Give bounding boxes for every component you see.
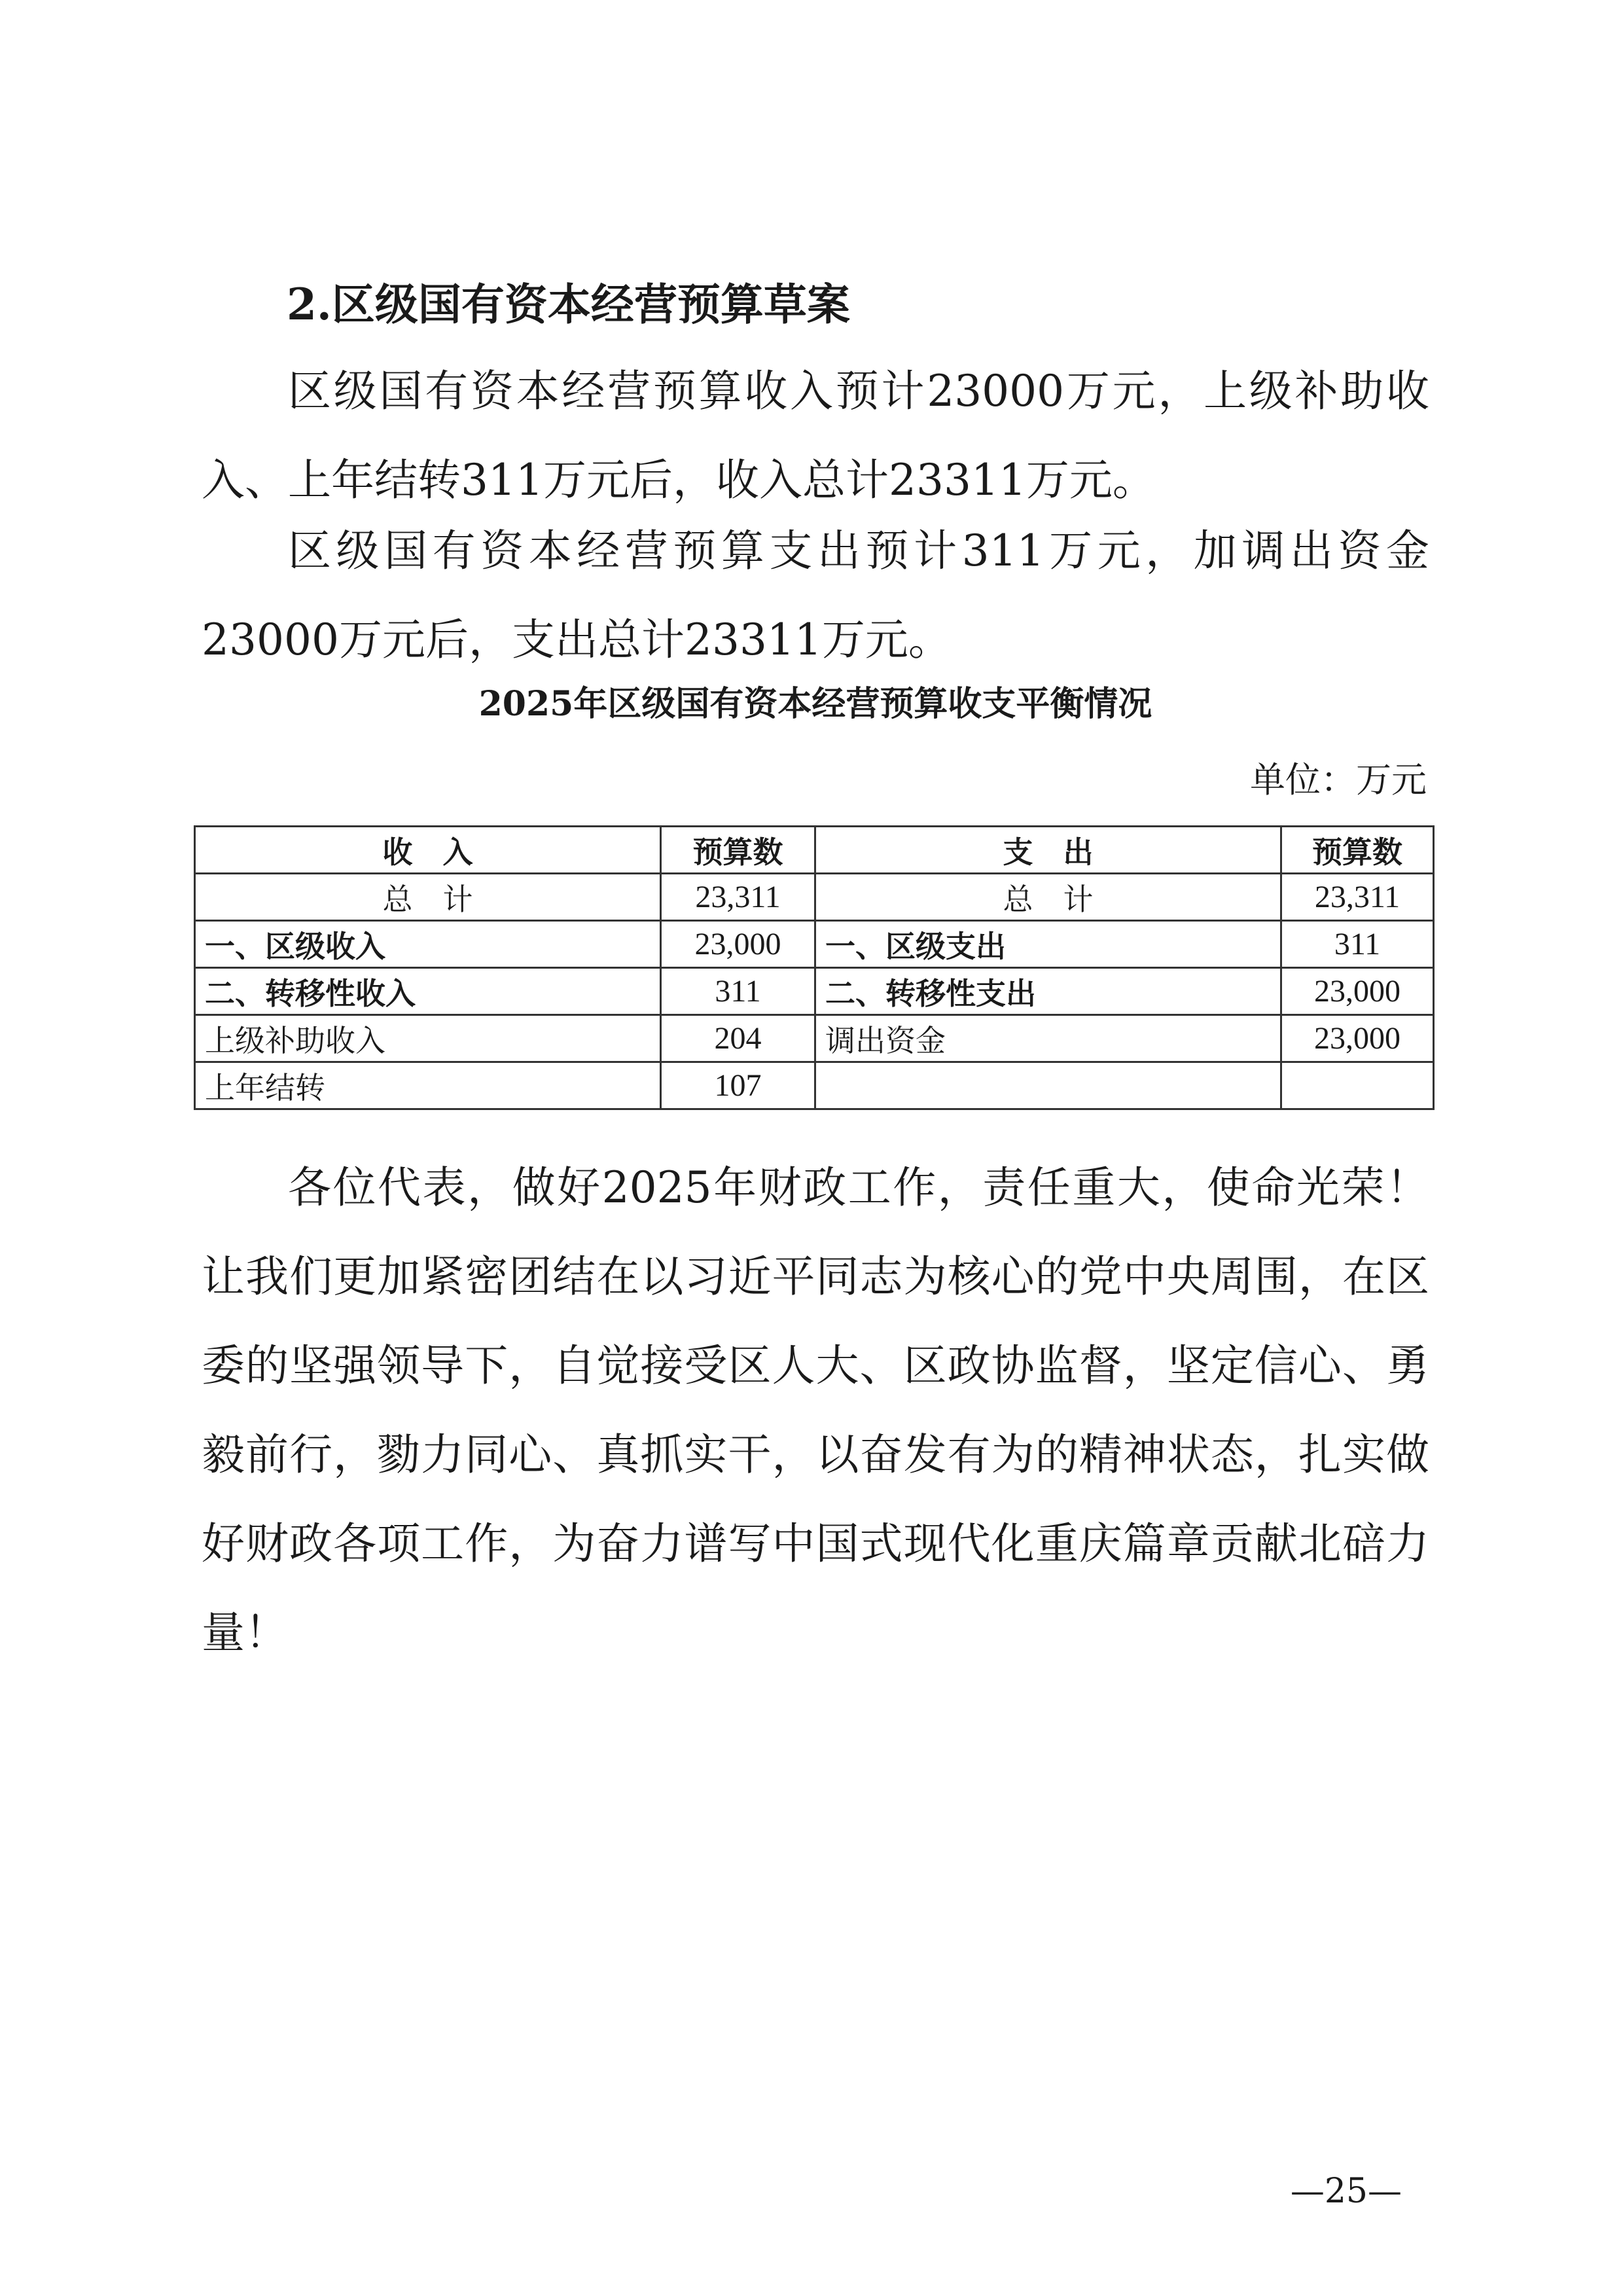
- expense-amount-cell: 23,000: [1281, 968, 1434, 1015]
- table-row: [195, 874, 1434, 921]
- header-expense: 支 出: [815, 827, 1281, 874]
- table-title: 2025年区级国有资本经营预算收支平衡情况: [478, 684, 1152, 724]
- expense-amount-cell: 23,311: [1281, 874, 1434, 921]
- income-amount-cell: 204: [661, 1015, 815, 1062]
- paragraph-expense: 区级国有资本经营预算支出预计311万元，加调出资金23000万元后，支出总计23311万元。: [202, 526, 1429, 665]
- page-number: —25—: [1290, 2172, 1402, 2211]
- expense-amount-cell: 311: [1281, 921, 1434, 968]
- expense-amount-cell: [1281, 1062, 1434, 1109]
- table-row: [195, 1015, 1434, 1062]
- header-income-amount: 预算数: [661, 827, 815, 874]
- header-income: 收 入: [195, 827, 661, 874]
- paragraph-income: 区级国有资本经营预算收入预计23000万元，上级补助收入、上年结转311万元后，收入总计23311万元。: [202, 366, 1429, 505]
- table-header-row: [195, 827, 1434, 874]
- header-expense-amount: 预算数: [1281, 827, 1434, 874]
- budget-table: [194, 825, 1435, 1110]
- income-cell: 一、区级收入: [195, 921, 661, 968]
- income-cell: 二、转移性收入: [195, 968, 661, 1015]
- income-cell: 总 计: [195, 874, 661, 921]
- expense-cell: 总 计: [815, 874, 1281, 921]
- expense-amount-cell: 23,000: [1281, 1015, 1434, 1062]
- closing-paragraph: 各位代表，做好2025年财政工作，责任重大，使命光荣！让我们更加紧密团结在以习近平同志为核心的党中央周围，在区委的坚强领导下，自觉接受区人大、区政协监督，坚定信心、勇毅前行，勠力同心、真抓实干，以奋发有为的精神状态，扎实做好财政各项工作，为奋力谱写中国式现代化重庆篇章贡献北碚力量！: [202, 1162, 1429, 1658]
- income-amount-cell: 23,311: [661, 874, 815, 921]
- table-row: [195, 968, 1434, 1015]
- income-amount-cell: 23,000: [661, 921, 815, 968]
- income-amount-cell: 311: [661, 968, 815, 1015]
- table-unit: 单位：万元: [1250, 759, 1427, 800]
- expense-cell: [815, 1062, 1281, 1109]
- table-row: [195, 1062, 1434, 1109]
- income-cell: 上年结转: [195, 1062, 661, 1109]
- expense-cell: 一、区级支出: [815, 921, 1281, 968]
- section-heading: 2.区级国有资本经营预算草案: [287, 279, 850, 330]
- expense-cell: 二、转移性支出: [815, 968, 1281, 1015]
- income-cell: 上级补助收入: [195, 1015, 661, 1062]
- table-row: [195, 921, 1434, 968]
- expense-cell: 调出资金: [815, 1015, 1281, 1062]
- income-amount-cell: 107: [661, 1062, 815, 1109]
